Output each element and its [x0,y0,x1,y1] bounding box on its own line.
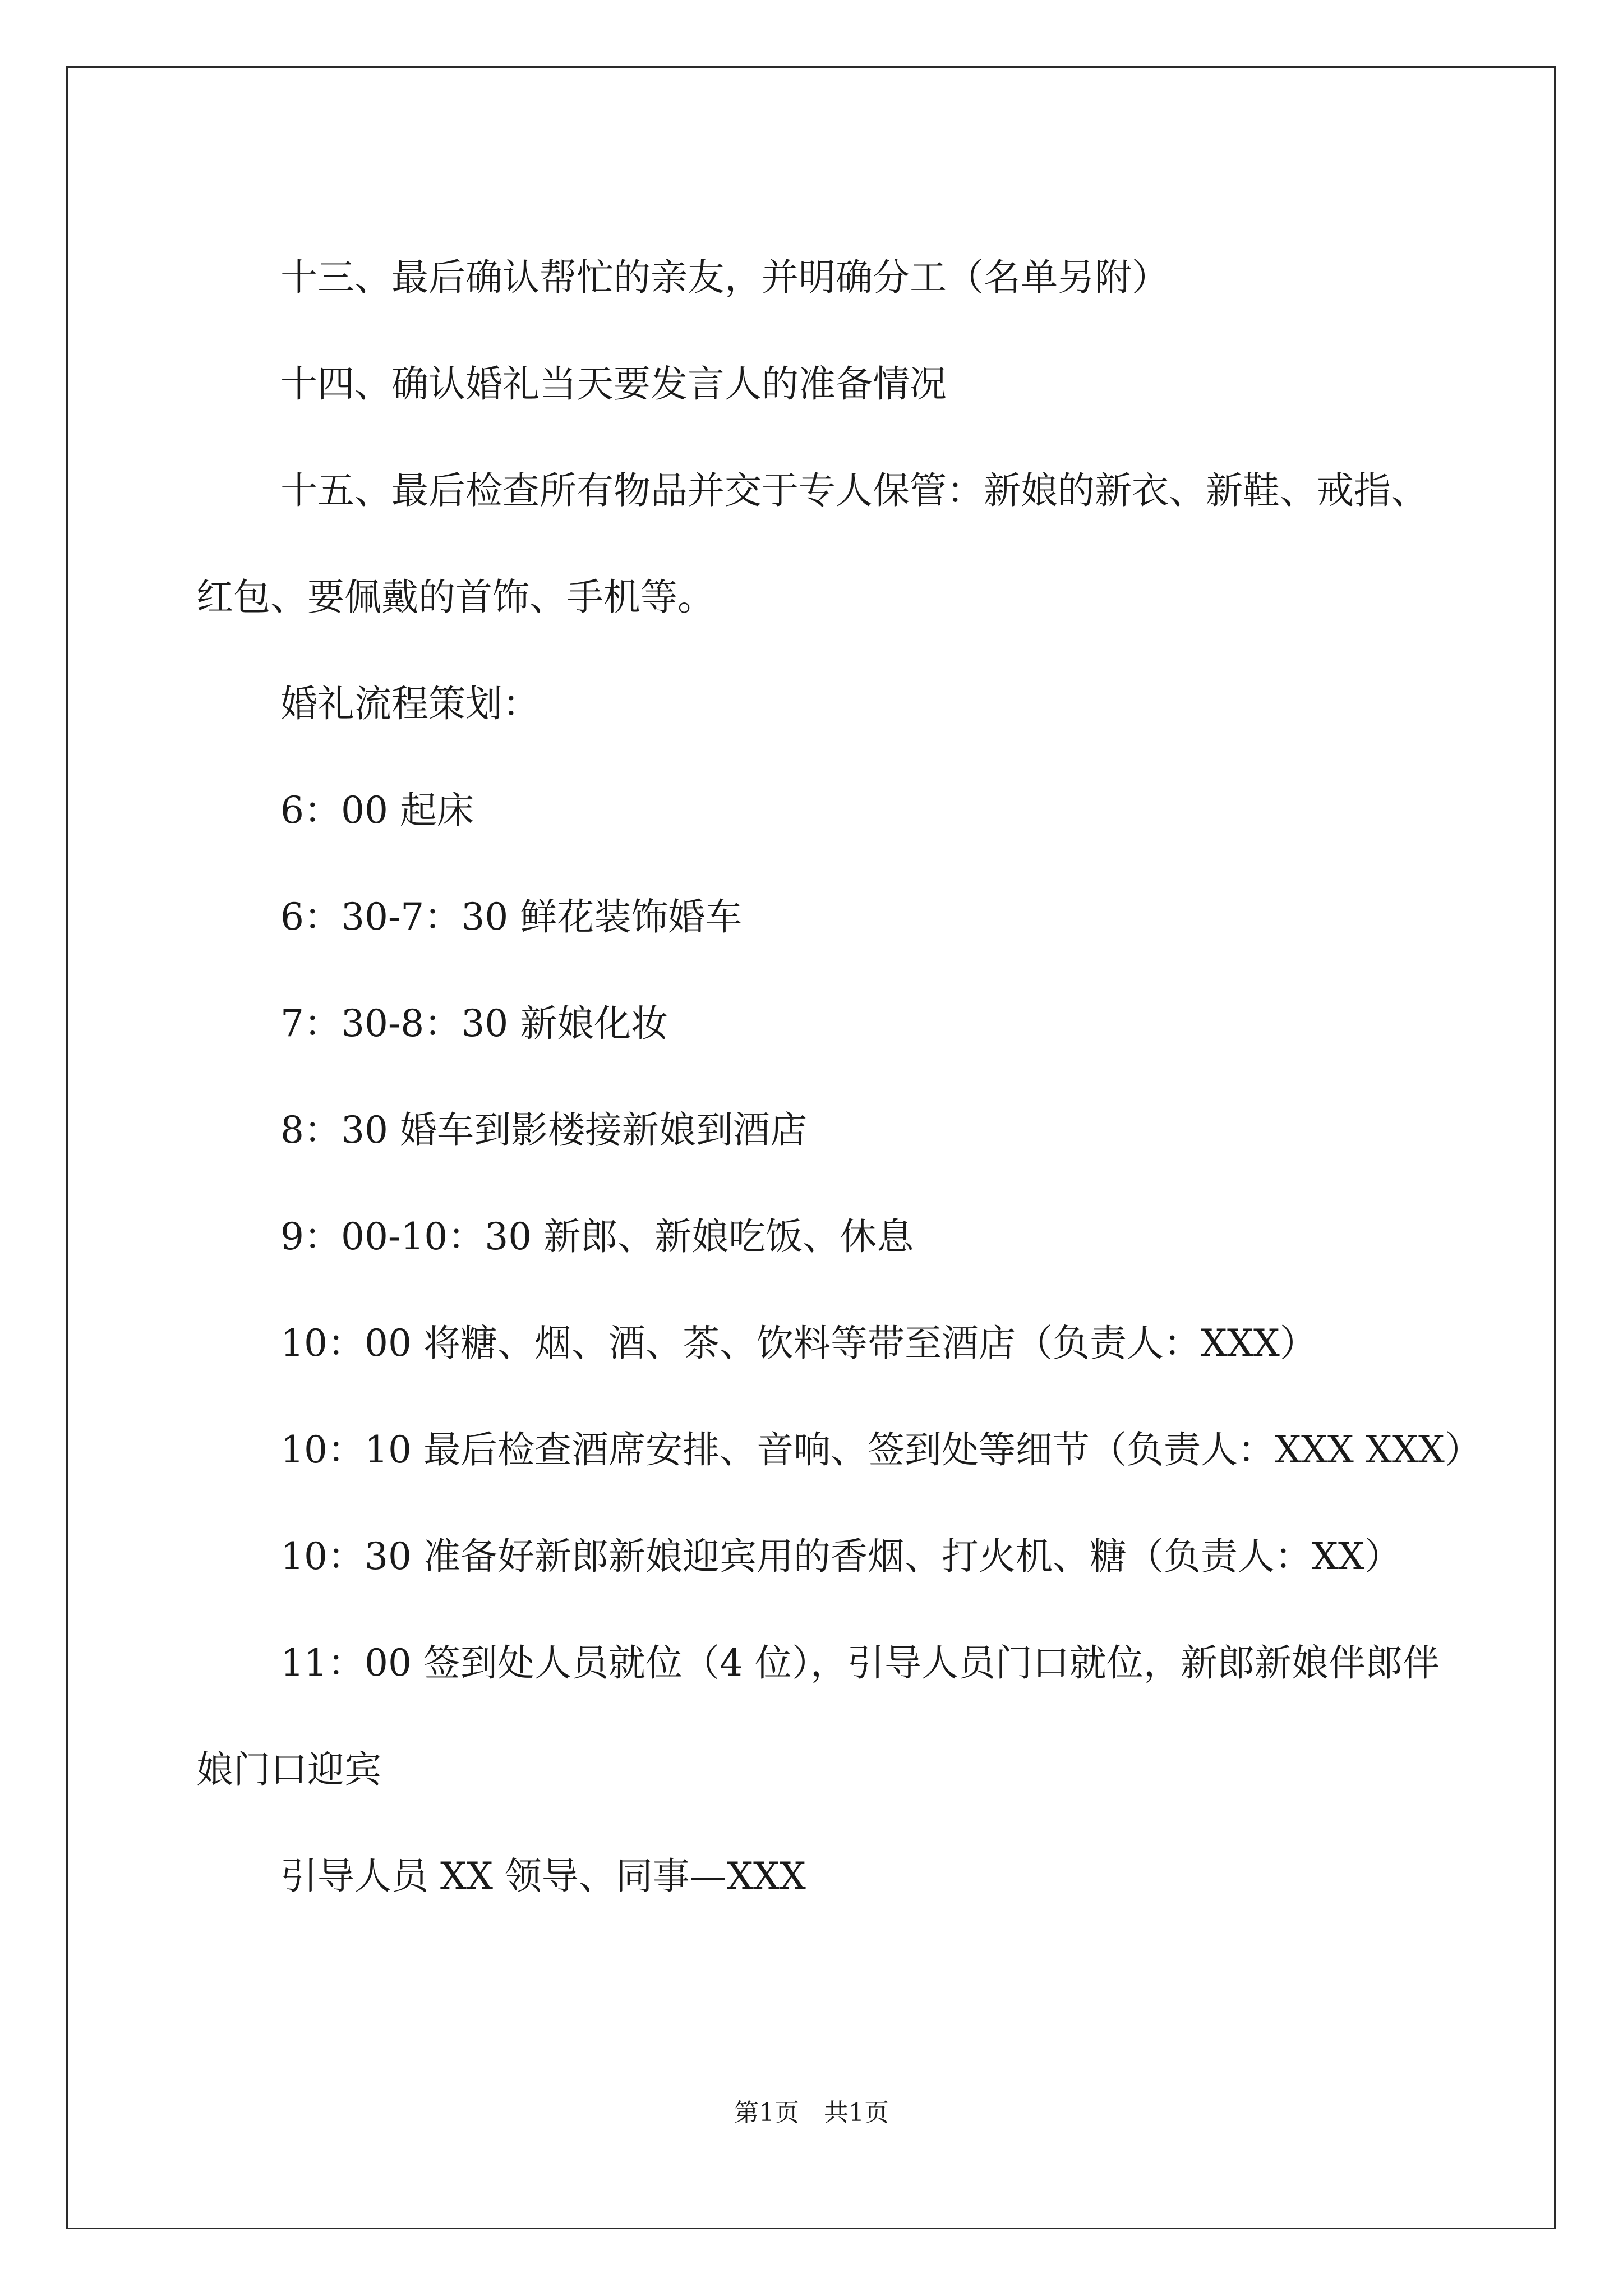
schedule-item: 11：00 签到处人员就位（4 位），引导人员门口就位，新郎新娘伴郎伴娘门口迎宾 [196,1641,1440,1791]
schedule-item: 7：30-8：30 新娘化妆 [280,1002,668,1045]
schedule-item: 6：00 起床 [280,789,474,832]
section-heading-wedding-flow: 婚礼流程策划： [280,682,540,725]
guide-staff-item: 引导人员 XX 领导、同事—XXX [280,1855,806,1898]
paragraph-14: 十四、确认婚礼当天要发言人的准备情况 [280,362,947,406]
schedule-item: 10：00 将糖、烟、酒、茶、饮料等带至酒店（负责人：XXX） [280,1322,1317,1365]
page-footer: 第1页 共1页 [734,2099,889,2127]
schedule-item: 10：30 准备好新郎新娘迎宾用的香烟、打火机、糖（负责人：XX） [280,1535,1401,1578]
schedule-item: 9：00-10：30 新郎、新娘吃饭、休息 [280,1215,914,1258]
schedule-item: 8：30 婚车到影楼接新娘到酒店 [280,1108,807,1152]
paragraph-13: 十三、最后确认帮忙的亲友，并明确分工（名单另附） [280,256,1169,299]
paragraph-15: 十五、最后检查所有物品并交于专人保管：新娘的新衣、新鞋、戒指、红包、要佩戴的首饰、手机等。 [196,469,1428,619]
schedule-item: 6：30-7：30 鲜花装饰婚车 [280,895,743,938]
schedule-item: 10：10 最后检查酒席安排、音响、签到处等细节（负责人：XXX XXX） [280,1428,1482,1471]
document-body [196,224,1482,1930]
